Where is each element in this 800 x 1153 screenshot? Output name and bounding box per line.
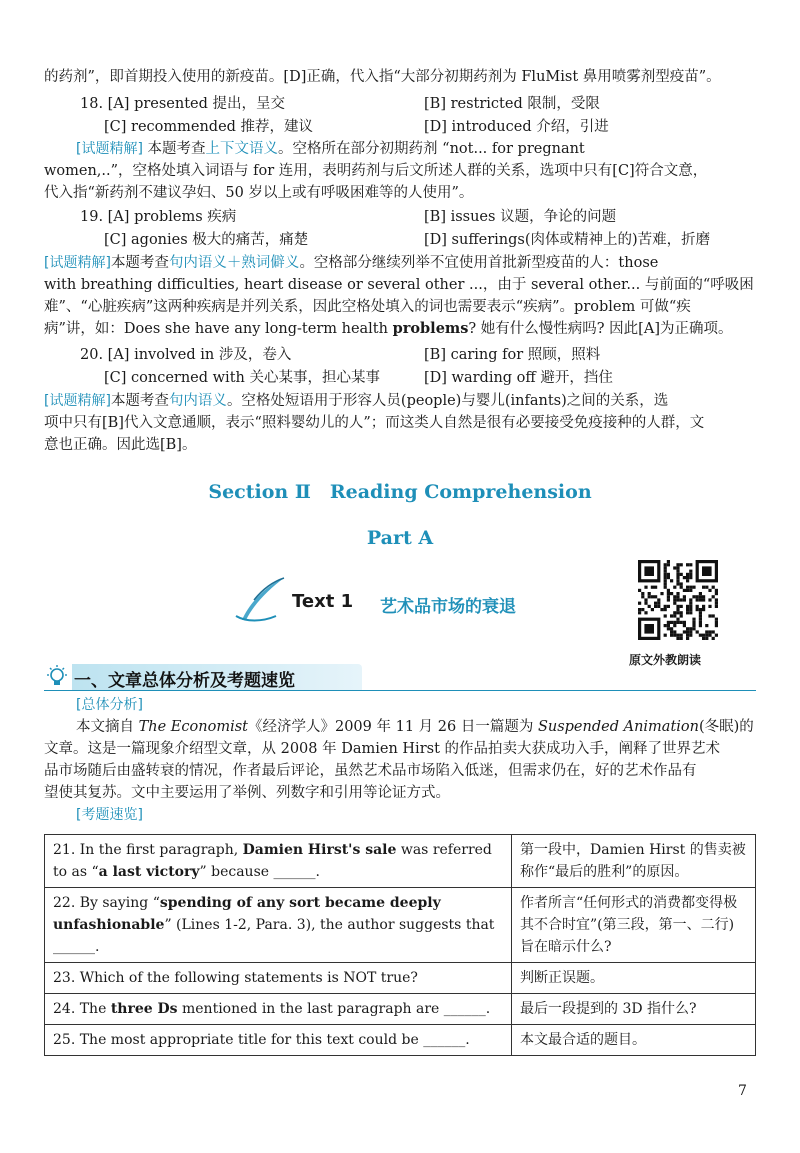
bold-phrase: three Ds [110, 1001, 178, 1017]
q20-option-b: [B] caring for 照顾，照料 [424, 347, 601, 363]
question-text: The [75, 1001, 111, 1017]
explanation-text: 病”讲，如：Does she have any long-term health [44, 321, 393, 337]
analysis-tag: [总体分析] [76, 697, 143, 713]
question-english [45, 835, 512, 888]
overall-analysis [44, 694, 756, 826]
table-row [45, 1025, 756, 1056]
q19-option-a: 19. [A] problems 疾病 [80, 209, 237, 225]
analysis-text: 望使其复苏。文中主要运用了举例、列数字和引用等论证方式。 [44, 785, 450, 801]
question-text: Which of the following statements is NOT true? [75, 970, 418, 986]
question-chinese: 第一段中，Damien Hirst 的售卖被称作“最后的胜利”的原因。 [512, 835, 756, 888]
q20-option-a: 20. [A] involved in 涉及，卷入 [80, 347, 292, 363]
article-title: Suspended Animation [537, 719, 699, 735]
bold-phrase: a last victory [98, 864, 200, 880]
question-text: was referred to as “ [53, 842, 492, 880]
bold-word: problems [392, 320, 469, 337]
q19-explanation [44, 252, 756, 340]
explanation-text: 项中只有[B]代入文意通顺，表示“照料婴幼儿的人”；而这类人自然是很有必要接受免疫接种的人群，文 [44, 415, 705, 431]
explanation-text: 本题考查 [142, 141, 206, 157]
question-text: ” because ______. [199, 864, 320, 880]
q20-explanation [44, 390, 756, 456]
banner-title: 一、文章总体分析及考题速览 [74, 671, 295, 691]
explanation-text: 本题考查 [110, 393, 169, 409]
q18-explanation [44, 138, 756, 204]
question-text: ” (Lines 1-2, Para. 3), the author suggests that ______. [53, 917, 495, 955]
explanation-text: ? 她有什么慢性病吗? 因此[A]为正确项。 [468, 321, 733, 337]
question-chinese: 本文最合适的题目。 [512, 1025, 756, 1056]
question-text: 24. [53, 1001, 76, 1017]
question-text: mentioned in the last paragraph are ______. [177, 1001, 491, 1017]
question-text: In the first paragraph, [75, 842, 243, 858]
explanation-text: with breathing difficulties, heart disease or several other ...，由于 several other... 与前面的“呼吸困 [44, 277, 754, 293]
explanation-text: 。空格所在部分初期药剂 “not... for pregnant [278, 141, 585, 157]
q20-option-c: [C] concerned with 关心某事，担心某事 [104, 370, 380, 386]
table-row [45, 963, 756, 994]
part-heading: Part A [366, 527, 434, 549]
analysis-text: 《经济学人》2009 年 11 月 26 日一篇题为 [247, 719, 538, 735]
analysis-text: 本文摘自 [76, 719, 139, 735]
source-name: The Economist [138, 719, 248, 735]
question-text: 25. [53, 1032, 76, 1048]
analysis-text: (冬眠)的 [698, 719, 754, 735]
q19-option-b: [B] issues 议题，争论的问题 [424, 209, 617, 225]
question-chinese: 作者所言“任何形式的消费都变得极其不合时宜”(第三段，第一、二行)旨在暗示什么? [512, 888, 756, 963]
table-row [45, 835, 756, 888]
keyword: 上下文语义 [205, 141, 279, 157]
q18-option-a: 18. [A] presented 提出，呈交 [80, 96, 286, 112]
question-english [45, 963, 512, 994]
question-text: By saying “ [75, 895, 160, 911]
explanation-text: women,..”，空格处填入词语与 for 连用，表明药剂与后文所述人群的关系，选项中只有[C]符合文意， [44, 163, 708, 179]
section-banner [44, 664, 756, 691]
q20-option-d: [D] warding off 避开，挡住 [424, 370, 613, 386]
question-english [45, 888, 512, 963]
overview-tag: [考题速览] [76, 807, 143, 823]
q18-option-b: [B] restricted 限制，受限 [424, 96, 600, 112]
question-text: 23. [53, 970, 76, 986]
q18-option-d: [D] introduced 介绍，引进 [424, 119, 609, 135]
explanation-tag: [试题精解] [44, 255, 111, 271]
table-row [45, 888, 756, 963]
question-text: The most appropriate title for this text could be ______. [75, 1032, 470, 1048]
analysis-text: 品市场随后由盛转衰的情况，作者最后评论，虽然艺术品市场陷入低迷，但需求仍在，好的艺术作品有 [44, 763, 697, 779]
explanation-tag: [试题精解] [76, 141, 143, 157]
keyword: 句内语义＋熟词僻义 [168, 255, 300, 271]
explanation-text: 难”、“心脏疾病”这两种疾病是并列关系，因此空格处填入的词也需要表示“疾病”。problem 可做“疾 [44, 299, 691, 315]
question-chinese: 判断正误题。 [512, 963, 756, 994]
question-english [45, 994, 512, 1025]
explanation-text: 代入指“新药剂不建议孕妇、50 岁以上或有呼吸困难等的人使用”。 [44, 185, 474, 201]
question-text: 22. [53, 895, 76, 911]
quill-pen-icon [232, 576, 288, 624]
qr-caption: 原文外教朗读 [629, 653, 702, 667]
qr-code-icon[interactable] [638, 560, 718, 640]
page-number: 7 [738, 1083, 747, 1099]
q18-option-c: [C] recommended 推荐，建议 [104, 119, 314, 135]
bold-phrase: Damien Hirst's sale [242, 842, 397, 858]
question-text: 21. [53, 842, 76, 858]
section-heading: Section Ⅱ Reading Comprehension [208, 481, 592, 503]
question-chinese: 最后一段提到的 3D 指什么? [512, 994, 756, 1025]
table-row [45, 994, 756, 1025]
q19-option-d: [D] sufferings(肉体或精神上的)苦难，折磨 [424, 232, 711, 248]
explanation-text: 。空格部分继续列举不宜使用首批新型疫苗的人：those [299, 255, 659, 271]
analysis-text: 文章。这是一篇现象介绍型文章，从 2008 年 Damien Hirst 的作品拍卖大获成功入手，阐释了世界艺术 [44, 741, 721, 757]
explanation-tag: [试题精解] [44, 393, 111, 409]
question-english [45, 1025, 512, 1056]
explanation-text: 。空格处短语用于形容人员(people)与婴儿(infants)之间的关系，选 [226, 393, 669, 409]
q19-option-c: [C] agonies 极大的痛苦，痛楚 [104, 232, 309, 248]
explanation-text: 本题考查 [110, 255, 169, 271]
keyword: 句内语义 [168, 393, 227, 409]
bold-phrase: spending of any sort became deeply unfashionable [53, 895, 441, 933]
text-label: Text 1 [292, 591, 354, 612]
question-overview-table [44, 834, 756, 1056]
explanation-text: 意也正确。因此选[B]。 [44, 437, 197, 453]
line-continuation: 的药剂”，即首期投入使用的新疫苗。[D]正确，代入指“大部分初期药剂为 FluMist 鼻用喷雾剂型疫苗”。 [44, 69, 721, 85]
lightbulb-icon [44, 664, 70, 690]
text-title: 艺术品市场的衰退 [380, 597, 516, 617]
